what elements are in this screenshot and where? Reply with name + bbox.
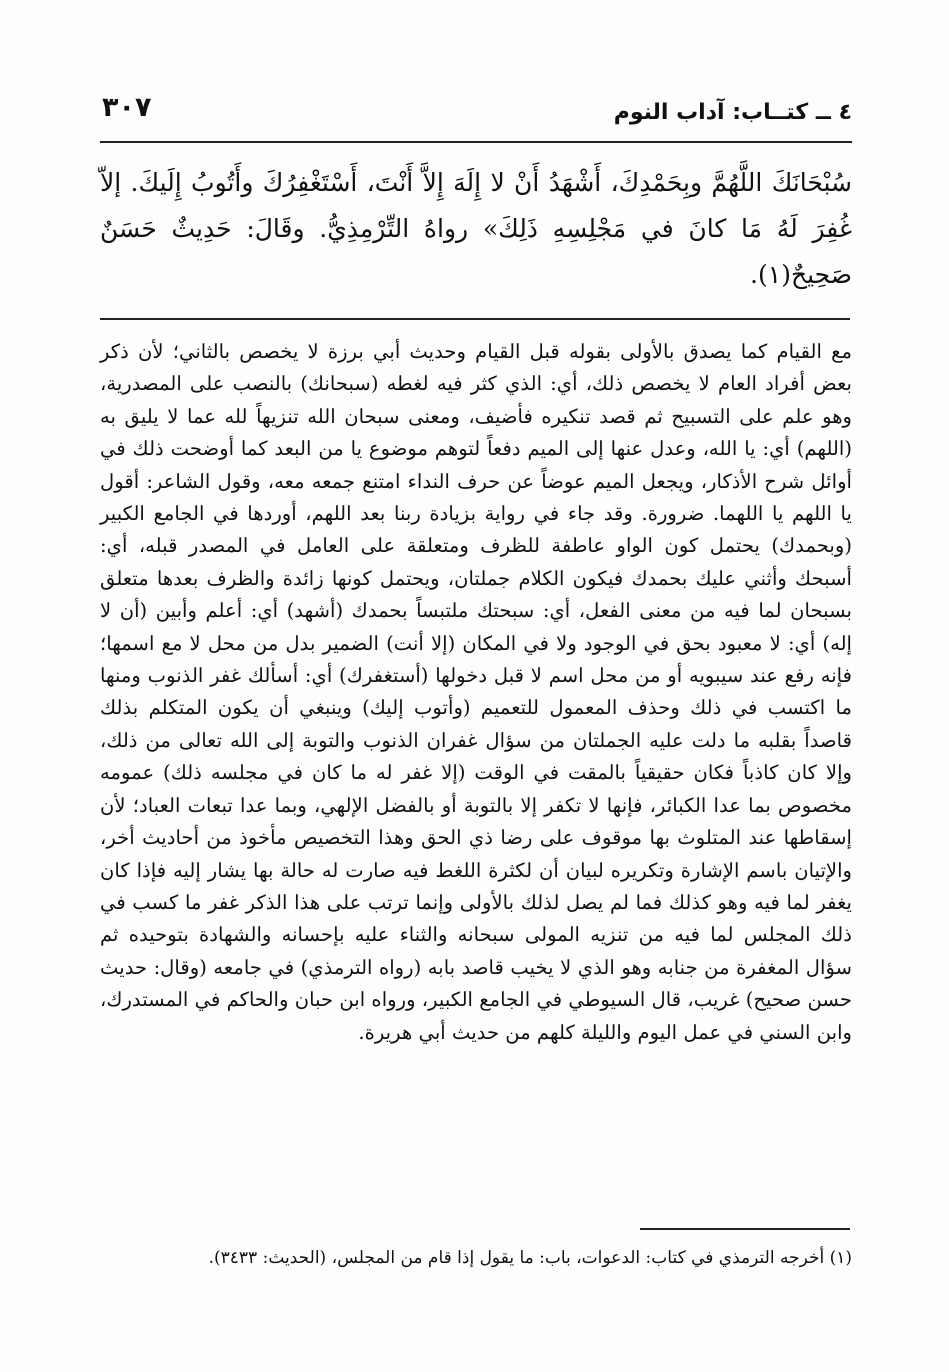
hadith-text: سُبْحَانَكَ اللَّهُمَّ وبِحَمْدِكَ، أَشْهَدُ أَنْ لا إِلَهَ إِلاَّ أَنْتَ، أَسْتَغْفِرُكَ وأَتُوبُ إِلَيكَ. إلاّ غُفِرَ لَهُ مَا كانَ في مَجْلِسِهِ ذَلِكَ» رواهُ التِّرْمِذِيُّ. وقَالَ: حَدِيثٌ حَسَنٌ صَحِيحٌ(١). (100, 168, 852, 289)
page-header (100, 92, 852, 138)
footnote-text: (١) أخرجه الترمذي في كتاب: الدعوات، باب: ما يقول إذا قام من المجلس، (الحديث: ٣٤٣٣). (208, 1248, 852, 1268)
section-divider (100, 318, 850, 320)
page-number: ٣٠٧ (102, 92, 152, 123)
commentary-text: مع القيام كما يصدق بالأولى بقوله قبل القيام وحديث أبي برزة لا يخصص بالثاني؛ لأن ذكر بعض أفراد العام لا يخصص ذلك، أي: الذي كثر فيه لغطه (سبحانك) بالنصب على المصدرية، وهو علم على التسبيح ثم قصد تنكيره فأضيف، ومعنى سبحان الله تنزيهاً لله عما لا يليق به (اللهم) أي: يا الله، وعدل عنها إلى الميم دفعاً لتوهم موضوع يا من البعد كما أوضحت ذلك في أوائل شرح الأذكار، ويجعل الميم عوضاً عن حرف النداء امتنع جمعه معه، وقول الشاعر: أقول يا اللهم يا اللهما. ضرورة. وقد جاء في رواية بزيادة ربنا بعد اللهم، أوردها في الجامع الكبير (وبحمدك) يحتمل كون الواو عاطفة للظرف ومتعلقة على العامل في المصدر قبله، أي: أسبحك وأثني عليك بحمدك فيكون الكلام جملتان، ويحتمل كونها زائدة والظرف بعدها متعلق بسبحان لما فيه من معنى الفعل، أي: سبحتك ملتبساً بحمدك (أشهد) أي: أعلم وأبين (أن لا إله) أي: لا معبود بحق في الوجود ولا في المكان (إلا أنت) الضمير بدل من محل لا مع اسمها؛ فإنه رفع عند سيبويه أو من محل اسم لا قبل دخولها (أستغفرك) أي: أسألك غفر الذنوب ومنها ما اكتسب في ذلك وحذف المعمول للتعميم (وأتوب إليك) وينبغي أن يكون المتكلم بذلك قاصداً بقلبه ما دلت عليه الجملتان من سؤال غفران الذنوب والتوبة إلى الله تعالى من ذلك، وإلا كان كاذباً فكان حقيقياً بالمقت في الوقت (إلا غفر له ما كان في مجلسه ذلك) عمومه مخصوص بما عدا الكبائر، فإنها لا تكفر إلا بالتوبة أو بالفضل الإلهي، وبما عدا تبعات العباد؛ لأن إسقاطها عند المتلوث بها موقوف على رضا ذي الحق وهذا التخصيص مأخوذ من أحاديث أخر، والإتيان باسم الإشارة وتكريره لبيان أن لكثرة اللغط فيه صارت له حالة بها يشار إليه فإذا كان يغفر لما فيه وهو كذلك فما لم يصل لذلك بالأولى وإنما ترتب على هذا الذكر غفر ما كسب في ذلك المجلس لما فيه من تنزيه المولى سبحانه والثناء عليه بإحسانه والشهادة بتوحيده ثم سؤال المغفرة من جنابه وهو الذي لا يخيب قاصد بابه (رواه الترمذي) في جامعه (وقال: حديث حسن صحيح) غريب، قال السيوطي في الجامع الكبير، ورواه ابن حبان والحاكم في المستدرك، وابن السني في عمل اليوم والليلة كلهم من حديث أبي هريرة. (100, 340, 852, 1044)
footnote-divider (640, 1228, 850, 1230)
chapter-title: ٤ ــ كتــاب: آداب النوم (613, 100, 852, 125)
header-divider (100, 141, 852, 143)
